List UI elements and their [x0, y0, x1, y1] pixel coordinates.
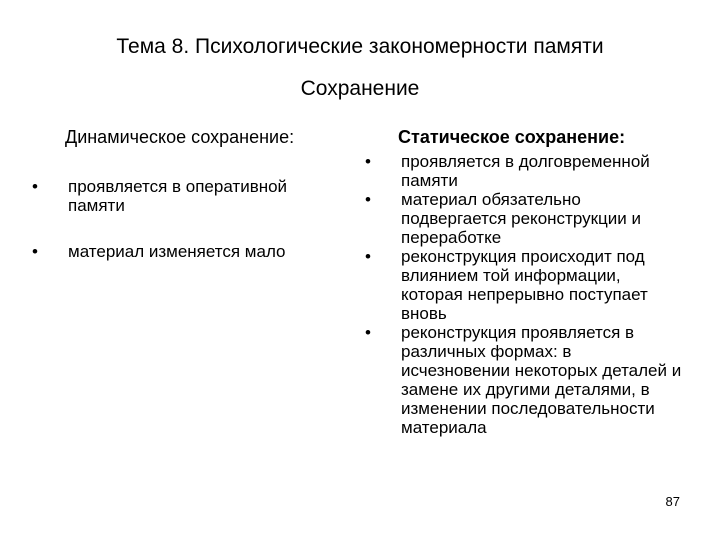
slide-title: Тема 8. Психологические закономерности памяти: [116, 35, 604, 58]
bullet-icon: •: [365, 152, 371, 171]
dynamic-retention-heading: Динамическое сохранение:: [65, 127, 295, 147]
list-item-text: материал обязательно подвергается реконструкции и переработке: [401, 190, 641, 247]
list-item: [32, 242, 332, 261]
list-item-text: материал изменяется мало: [68, 242, 286, 261]
page-number: 87: [665, 494, 680, 509]
bullet-icon: •: [365, 190, 371, 209]
bullet-icon: •: [365, 323, 371, 342]
static-retention-heading: Статическое сохранение:: [398, 127, 626, 147]
list-item-text: реконструкция происходит под влиянием той информации, которая непрерывно поступает вновь: [401, 247, 648, 323]
list-item-text: проявляется в долговременной памяти: [401, 152, 650, 190]
bullet-icon: •: [32, 177, 38, 196]
list-item-text: реконструкция проявляется в различных формах: в исчезновении некоторых деталей и замене их другими деталями, в изменении последовательности материала: [401, 323, 682, 437]
bullet-icon: •: [365, 247, 371, 266]
slide-subtitle: Сохранение: [300, 77, 420, 100]
list-item: [365, 190, 685, 247]
list-item: [32, 177, 332, 215]
list-item: [365, 323, 685, 437]
list-item-text: проявляется в оперативной памяти: [68, 177, 288, 215]
static-retention-list: [365, 152, 685, 437]
list-item: [365, 152, 685, 190]
bullet-icon: •: [32, 242, 38, 261]
dynamic-retention-list: [32, 177, 332, 288]
list-item: [365, 247, 685, 323]
